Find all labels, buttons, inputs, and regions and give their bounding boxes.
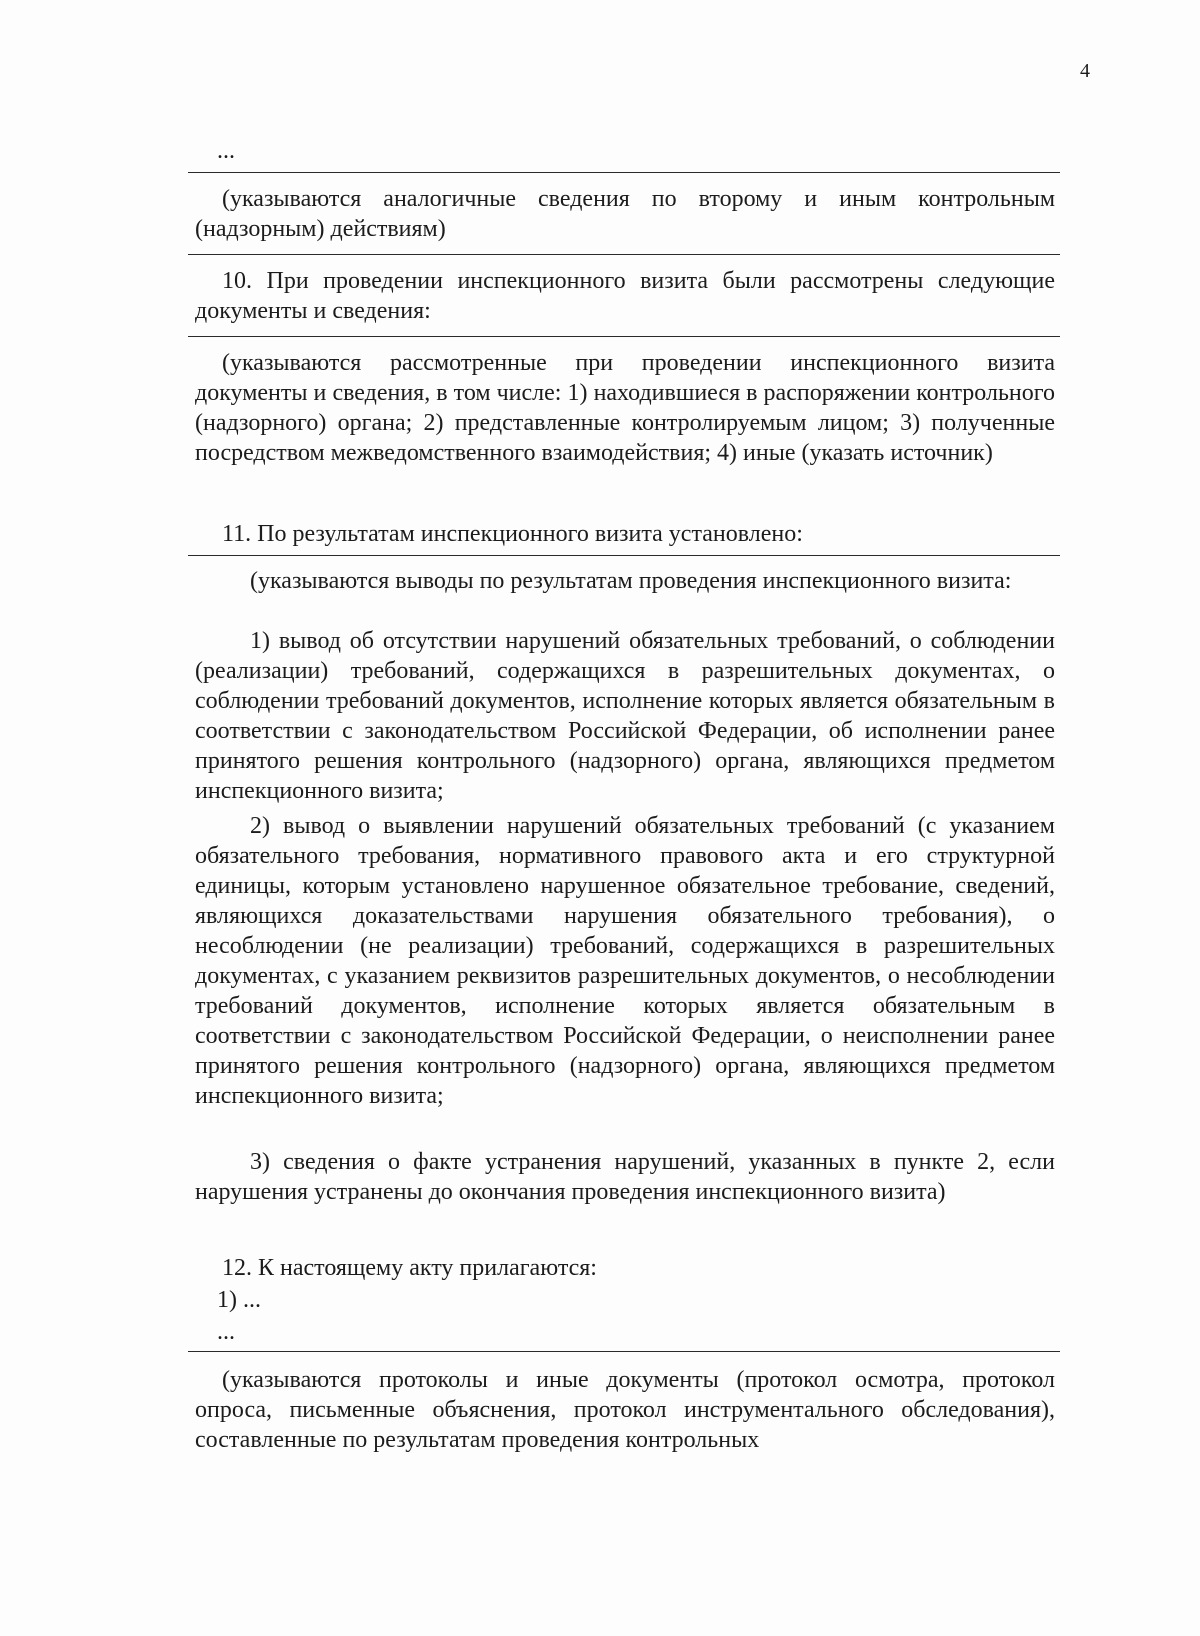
fill-line bbox=[188, 254, 1060, 255]
section-12-item-1: 1) ... bbox=[217, 1287, 261, 1313]
fill-line bbox=[188, 172, 1060, 173]
section-11-item-2: 2) вывод о выявлении нарушений обязательных требований (с указанием обязательного требования, нормативного правового акта и его структурной единицы, которым установлено нарушенное обязательное требование, сведений, являющихся доказательствами нарушения обязательного требования), о несоблюдении (не реализации) требований, содержащихся в разрешительных документах, с указанием реквизитов разрешительных документов, о несоблюдении требований документов, исполнение которых является обязательным в соответствии с законодательством Российской Федерации, о неисполнении ранее принятого решения контрольного (надзорного) органа, являющихся предметом инспекционного визита; bbox=[195, 813, 1055, 1109]
page-number: 4 bbox=[1080, 60, 1090, 82]
section-11-item-1: 1) вывод об отсутствии нарушений обязательных требований, о соблюдении (реализации) требований, содержащихся в разрешительных документах, о соблюдении требований документов, исполнение которых является обязательным в соответствии с законодательством Российской Федерации, об исполнении ранее принятого решения контрольного (надзорного) органа, являющихся предметом инспекционного визита; bbox=[195, 628, 1055, 804]
section-11-intro: (указываются выводы по результатам проведения инспекционного визита: bbox=[250, 568, 1012, 594]
fill-line bbox=[188, 1351, 1060, 1352]
section-10-heading: 10. При проведении инспекционного визита были рассмотрены следующие документы и сведения: bbox=[195, 268, 1055, 324]
fill-line bbox=[188, 336, 1060, 337]
section-9-note: (указываются аналогичные сведения по второму и иным контрольным (надзорным) действиям) bbox=[195, 186, 1055, 242]
section-11-heading: 11. По результатам инспекционного визита установлено: bbox=[222, 521, 803, 547]
section-12-heading: 12. К настоящему акту прилагаются: bbox=[222, 1255, 597, 1281]
section-10-note: (указываются рассмотренные при проведении инспекционного визита документы и сведения, в том числе: 1) находившиеся в распоряжении контрольного (надзорного) органа; 2) представленные контролируемым лицом; 3) полученные посредством межведомственного взаимодействия; 4) иные (указать источник) bbox=[195, 350, 1055, 466]
section-12-note: (указываются протоколы и иные документы (протокол осмотра, протокол опроса, письменные объяснения, протокол инструментального обследования), составленные по результатам проведения контрольных bbox=[195, 1367, 1055, 1453]
fill-line bbox=[188, 555, 1060, 556]
ellipsis-top: ... bbox=[217, 138, 235, 164]
section-11-item-3: 3) сведения о факте устранения нарушений, указанных в пункте 2, если нарушения устранены до окончания проведения инспекционного визита) bbox=[195, 1149, 1055, 1205]
section-12-ellipsis: ... bbox=[217, 1319, 235, 1345]
